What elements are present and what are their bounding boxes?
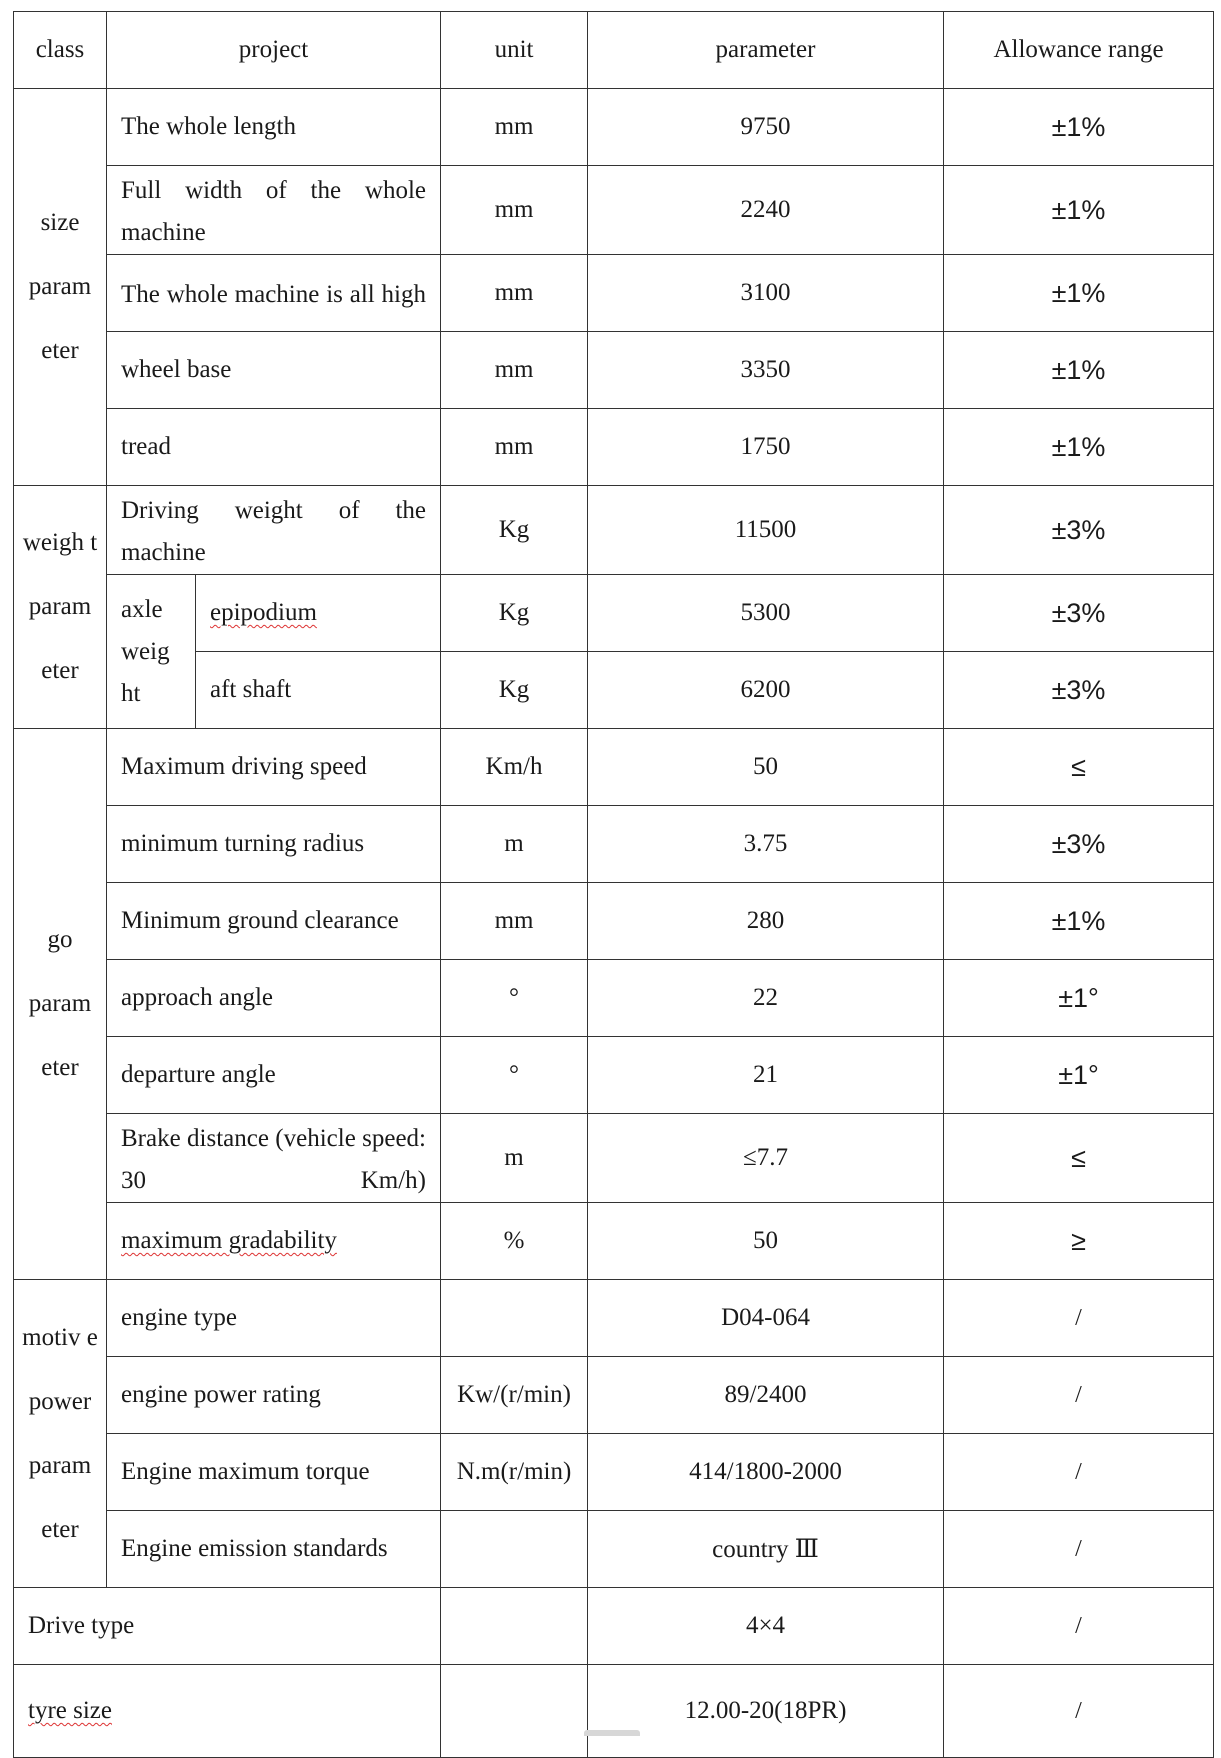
parameter-table — [13, 11, 1214, 1758]
parameter-cell: 22 — [588, 960, 944, 1037]
table-row — [14, 1203, 1214, 1280]
parameter-cell: 21 — [588, 1037, 944, 1114]
scroll-handle[interactable] — [584, 1730, 640, 1736]
project-text: epipodium — [210, 599, 317, 626]
allowance-cell: / — [944, 1665, 1214, 1758]
parameter-cell: 11500 — [588, 486, 944, 575]
unit-cell — [441, 1511, 588, 1588]
project-cell: Full width of the whole machine — [107, 166, 441, 255]
parameter-cell: 1750 — [588, 409, 944, 486]
allowance-cell: / — [944, 1511, 1214, 1588]
unit-cell — [441, 1280, 588, 1357]
parameter-cell: 414/1800-2000 — [588, 1434, 944, 1511]
header-class: class — [14, 12, 107, 89]
unit-cell: mm — [441, 166, 588, 255]
project-cell: engine power rating — [107, 1357, 441, 1434]
allowance-cell: / — [944, 1280, 1214, 1357]
parameter-cell: country Ⅲ — [588, 1511, 944, 1588]
parameter-cell: 2240 — [588, 166, 944, 255]
allowance-cell: ±1° — [944, 960, 1214, 1037]
table-row — [14, 255, 1214, 332]
allowance-cell: ±1° — [944, 1037, 1214, 1114]
table-row — [14, 1434, 1214, 1511]
parameter-cell: 89/2400 — [588, 1357, 944, 1434]
table-row — [14, 729, 1214, 806]
allowance-cell: ≤ — [944, 729, 1214, 806]
allowance-cell: / — [944, 1588, 1214, 1665]
project-cell: Maximum driving speed — [107, 729, 441, 806]
header-allowance: Allowance range — [944, 12, 1214, 89]
unit-cell — [441, 1588, 588, 1665]
table-row — [14, 575, 1214, 652]
allowance-cell: ±1% — [944, 332, 1214, 409]
allowance-cell: ±3% — [944, 486, 1214, 575]
parameter-cell: D04-064 — [588, 1280, 944, 1357]
unit-cell: Kg — [441, 486, 588, 575]
project-cell: minimum turning radius — [107, 806, 441, 883]
table-row — [14, 1665, 1214, 1758]
table-row — [14, 1511, 1214, 1588]
project-cell: Engine maximum torque — [107, 1434, 441, 1511]
parameter-cell: 3100 — [588, 255, 944, 332]
project-cell: The whole length — [107, 89, 441, 166]
allowance-cell: ≤ — [944, 1114, 1214, 1203]
parameter-cell: 6200 — [588, 652, 944, 729]
project-cell: Drive type — [14, 1588, 441, 1665]
class-size-parameter: size param eter — [14, 89, 107, 486]
parameter-cell: 4×4 — [588, 1588, 944, 1665]
table-header-row — [14, 12, 1214, 89]
table-row — [14, 1588, 1214, 1665]
allowance-cell: / — [944, 1434, 1214, 1511]
project-cell: approach angle — [107, 960, 441, 1037]
project-cell — [14, 1665, 441, 1758]
project-cell: The whole machine is all high — [107, 255, 441, 332]
class-go-parameter: go param eter — [14, 729, 107, 1280]
allowance-cell: ±3% — [944, 575, 1214, 652]
parameter-cell: 3.75 — [588, 806, 944, 883]
header-parameter: parameter — [588, 12, 944, 89]
project-cell: tread — [107, 409, 441, 486]
project-cell: aft shaft — [196, 652, 441, 729]
axle-weight-label: axle weig ht — [107, 575, 196, 729]
parameter-cell: 3350 — [588, 332, 944, 409]
project-text: tyre size — [28, 1697, 112, 1724]
table-row — [14, 166, 1214, 255]
project-cell — [196, 575, 441, 652]
unit-cell: mm — [441, 883, 588, 960]
unit-cell: Kg — [441, 652, 588, 729]
table-row — [14, 409, 1214, 486]
parameter-cell: 50 — [588, 729, 944, 806]
class-power-parameter: motiv e power param eter — [14, 1280, 107, 1588]
unit-cell: m — [441, 1114, 588, 1203]
parameter-cell: 12.00-20(18PR) — [588, 1665, 944, 1758]
unit-cell: mm — [441, 255, 588, 332]
table-row — [14, 89, 1214, 166]
allowance-cell: ±1% — [944, 166, 1214, 255]
parameter-cell: 5300 — [588, 575, 944, 652]
class-weight-parameter: weigh t param eter — [14, 486, 107, 729]
unit-cell: Kw/(r/min) — [441, 1357, 588, 1434]
table-row — [14, 332, 1214, 409]
project-cell: wheel base — [107, 332, 441, 409]
table-row — [14, 486, 1214, 575]
allowance-cell: ±1% — [944, 883, 1214, 960]
unit-cell: mm — [441, 89, 588, 166]
table-row — [14, 1280, 1214, 1357]
unit-cell: mm — [441, 332, 588, 409]
parameter-cell: 280 — [588, 883, 944, 960]
unit-cell: m — [441, 806, 588, 883]
allowance-cell: ±3% — [944, 652, 1214, 729]
project-cell: Engine emission standards — [107, 1511, 441, 1588]
allowance-cell: ±1% — [944, 255, 1214, 332]
table-row — [14, 960, 1214, 1037]
allowance-cell: ≥ — [944, 1203, 1214, 1280]
unit-cell: ° — [441, 1037, 588, 1114]
table-row — [14, 806, 1214, 883]
header-unit: unit — [441, 12, 588, 89]
unit-cell: mm — [441, 409, 588, 486]
project-cell: Minimum ground clearance — [107, 883, 441, 960]
parameter-cell: 9750 — [588, 89, 944, 166]
allowance-cell: ±3% — [944, 806, 1214, 883]
unit-cell: ° — [441, 960, 588, 1037]
parameter-cell: 50 — [588, 1203, 944, 1280]
table-row — [14, 1037, 1214, 1114]
unit-cell: % — [441, 1203, 588, 1280]
table-row — [14, 1357, 1214, 1434]
header-project: project — [107, 12, 441, 89]
project-text: maximum gradability — [121, 1227, 337, 1254]
unit-cell: N.m(r/min) — [441, 1434, 588, 1511]
project-cell: departure angle — [107, 1037, 441, 1114]
project-cell: Brake distance (vehicle speed: 30 Km/h) — [107, 1114, 441, 1203]
table-row — [14, 883, 1214, 960]
unit-cell — [441, 1665, 588, 1758]
allowance-cell: ±1% — [944, 89, 1214, 166]
parameter-cell: ≤7.7 — [588, 1114, 944, 1203]
unit-cell: Km/h — [441, 729, 588, 806]
project-cell — [107, 1203, 441, 1280]
project-cell: engine type — [107, 1280, 441, 1357]
project-cell: Driving weight of the machine — [107, 486, 441, 575]
allowance-cell: / — [944, 1357, 1214, 1434]
allowance-cell: ±1% — [944, 409, 1214, 486]
unit-cell: Kg — [441, 575, 588, 652]
table-row — [14, 1114, 1214, 1203]
